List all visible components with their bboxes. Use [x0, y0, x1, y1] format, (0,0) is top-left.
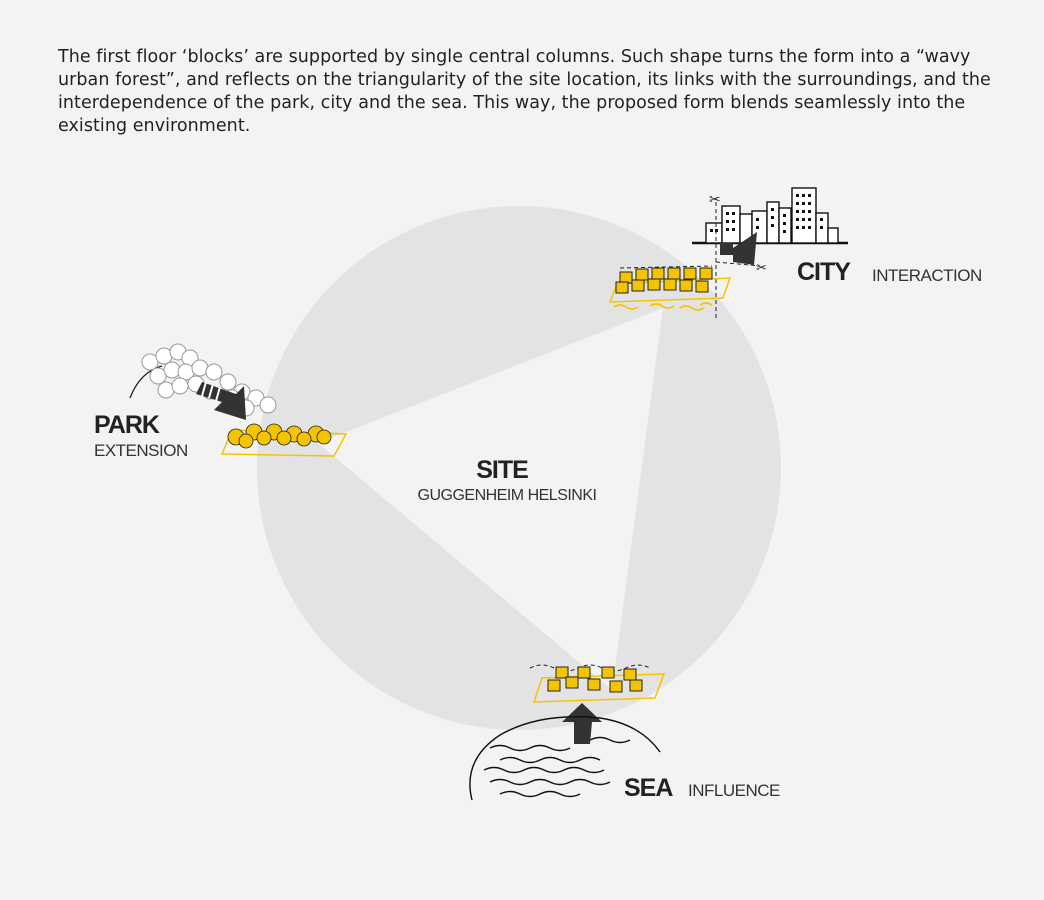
sea-subtitle: INFLUENCE	[688, 781, 780, 800]
park-title: PARK	[94, 411, 159, 439]
city-subtitle: INTERACTION	[872, 266, 982, 285]
sea-title: SEA	[624, 774, 673, 802]
scissors-icon: ✂	[756, 261, 767, 276]
scissors-icon: ✂	[709, 192, 721, 208]
site-title: SITE	[476, 456, 528, 484]
tree-cluster-icon	[142, 344, 276, 416]
park-subtitle: EXTENSION	[94, 441, 188, 460]
site-subtitle: GUGGENHEIM HELSINKI	[417, 487, 597, 504]
intro-paragraph: The first floor ‘blocks’ are supported by single central columns. Such shape turns the form into a “wavy urban forest”, and reflects on the triangularity of the site location, its links with the surroundings, and the interdependence of the park, city and the sea. This way, the proposed form blends seamlessly into the existing environment.	[58, 47, 991, 136]
city-title: CITY	[797, 258, 850, 286]
